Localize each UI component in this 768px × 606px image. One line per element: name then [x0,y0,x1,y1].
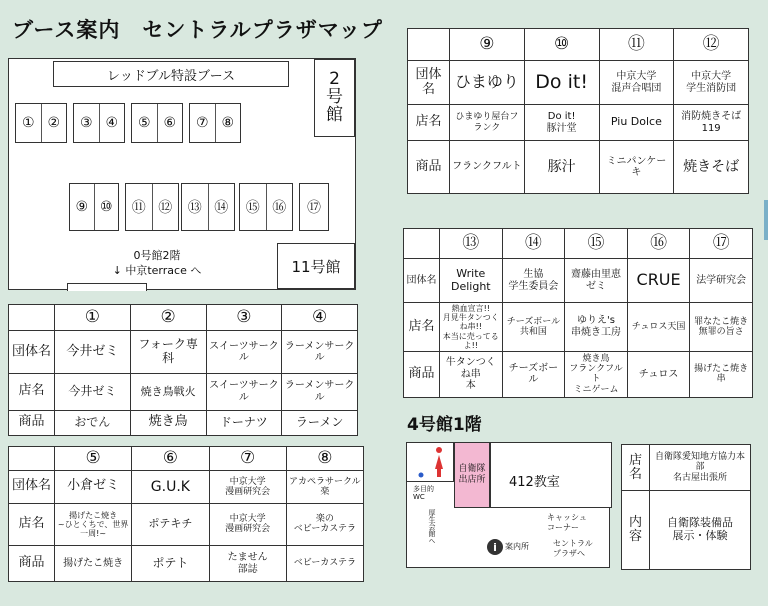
row-label-shop: 店名 [9,503,55,545]
terrace-note [67,249,247,279]
product-name: フランクフルト [450,141,525,194]
group-name: 中京大学 学生消防団 [674,61,749,105]
shop-name: 中京大学 漫画研究会 [209,503,286,545]
group-name: 中京大学 混声合唱団 [599,61,674,105]
shop-name: 焼き鳥戦火 [130,374,206,411]
group-name: 小倉ゼミ [55,471,132,504]
product-name: ポテト [132,546,209,582]
note-line-2: ↓ 中京terrace へ [112,263,202,277]
page-title: ブース案内 セントラルプラザマップ [12,18,383,42]
booth-number: ⑥ [132,447,209,471]
booth-number: ① [55,305,131,331]
booth-number: ⑬ [440,229,503,259]
product-name: 揚げたこ焼き串 [690,351,753,397]
product-name: 豚汁 [524,141,599,194]
row-label-group: 団体名 [9,471,55,504]
shop-name: 今井ゼミ [55,374,131,411]
booth-table-5-8 [8,446,364,582]
group-name: G.U.K [132,471,209,504]
sdf-content: 自衛隊装備品 展示・体験 [650,491,751,570]
product-name: 牛タンつくね串 本 [440,351,503,397]
booth-number: ⑰ [690,229,753,259]
shop-name: Piu Dolce [599,105,674,141]
cashier-corner: キャッシュ コーナー [547,513,587,532]
floor-map-title: 4号館1階 [407,415,482,435]
booth-block-9-10 [69,183,119,231]
booth-number: ⑦ [209,447,286,471]
booth-number: ⑩ [524,29,599,61]
side-exit-label: 厚生会館へ [428,509,436,544]
product-name: ベビーカステラ [286,546,363,582]
group-name: ラーメンサークル [282,331,358,374]
row-label-shop: 店名 [9,374,55,411]
group-name: Write Delight [440,259,503,303]
building-2: 2 号 館 [314,59,355,137]
edge-strip [764,200,768,240]
booth-block-13-14 [181,183,235,231]
booth-number: ⑧ [221,115,235,131]
group-name: Do it! [524,61,599,105]
group-name: 今井ゼミ [55,331,131,374]
shop-name: ゆりえ's 串焼き工房 [565,303,628,352]
group-name: 法学研究会 [690,259,753,303]
booth-number: ⑨ [450,29,525,61]
booth-number: ③ [74,104,100,142]
product-name: 揚げたこ焼き [55,546,132,582]
booth-number: ⑧ [286,447,363,471]
booth-number: ④ [105,115,119,131]
product-name: おでん [55,410,131,435]
shop-name: スイーツサークル [206,374,282,411]
group-name: ひまゆり [450,61,525,105]
product-name: たません 部誌 [209,546,286,582]
booth-table-9-12 [407,28,749,194]
shop-name: 罪なたこ焼き 無罪の旨さ [690,303,753,352]
booth-number: ⑰ [307,200,321,216]
multipurpose-wc: 多目的 WC [413,485,434,502]
shop-name: ラーメンサークル [282,374,358,411]
restroom-icon [407,443,453,481]
booth-number: ⑭ [214,200,229,216]
booth-number: ⑫ [674,29,749,61]
row-label-group: 団体名 [404,259,440,303]
row-label-shop: 店名 [408,105,450,141]
booth-number: ⑥ [163,115,177,131]
booth-map [8,58,356,290]
product-name: チュロス [627,351,690,397]
product-name: ミニパンケーキ [599,141,674,194]
booth-number: ⑮ [565,229,628,259]
booth-number: ① [16,104,42,142]
group-name: 生協 学生委員会 [502,259,565,303]
booth-table-13-17 [403,228,753,398]
booth-block-5-6 [131,103,183,143]
row-label-product: 商品 [9,546,55,582]
room-412 [490,442,612,508]
shop-name: 楽の ベビーカステラ [286,503,363,545]
redbull-booth: レッドブル特設ブース [53,61,289,87]
group-name: 中京大学 漫画研究会 [209,471,286,504]
row-label-shop: 店名 [404,303,440,352]
booth-block-17 [299,183,329,231]
corner-cell [404,229,440,259]
group-name: スイーツサークル [206,331,282,374]
corner-cell [9,447,55,471]
booth-number: ② [47,115,61,131]
sdf-info-table [621,444,751,570]
label-content: 内 容 [622,491,650,570]
booth-number: ⑬ [182,184,209,230]
row-label-group: 団体名 [408,61,450,105]
product-name: ドーナツ [206,410,282,435]
corner-cell [408,29,450,61]
product-name: 焼き鳥 [130,410,206,435]
booth-number: ⑦ [190,104,216,142]
product-name: 焼き鳥 フランクフルト ミニゲーム [565,351,628,397]
restroom-area [406,442,454,482]
booth-block-3-4 [73,103,125,143]
booth-number: ③ [206,305,282,331]
booth-number: ⑤ [55,447,132,471]
info-desk-label: 案内所 [505,542,529,551]
row-label-product: 商品 [9,410,55,435]
shop-name: Do it! 豚汁堂 [524,105,599,141]
booth-number: ⑨ [70,184,95,230]
shop-name: チーズボール 共和国 [502,303,565,352]
booth-table-1-4 [8,304,358,436]
central-plaza-exit: セントラル プラザへ [553,539,593,558]
booth-block-7-8 [189,103,241,143]
booth-number: ⑪ [599,29,674,61]
booth-number: ⑯ [627,229,690,259]
booth-number: ⑯ [272,200,287,216]
booth-number: ⑩ [99,199,113,215]
booth-number: ⑭ [502,229,565,259]
shop-name: ひまゆり屋台フランク [450,105,525,141]
corner-cell [9,305,55,331]
group-name: フォーク専科 [130,331,206,374]
building-11: 11号館 [277,243,355,289]
info-icon: i [487,539,503,555]
label-store: 店 名 [622,445,650,491]
row-label-group: 団体名 [9,331,55,374]
sdf-store: 自衛隊愛知地方協力本部 名古屋出張所 [650,445,751,491]
terrace-entrance [67,283,147,291]
row-label-product: 商品 [404,351,440,397]
note-line-1: 0号館2階 [133,249,181,262]
booth-number: ⑪ [126,184,153,230]
booth-number: ④ [282,305,358,331]
shop-name: 揚げたこ焼き ~ひとくちで、世界一周!~ [55,503,132,545]
booth-block-11-12 [125,183,179,231]
booth-number: ⑤ [132,104,158,142]
shop-name: チュロス天国 [627,303,690,352]
booth-number: ② [130,305,206,331]
booth-number: ⑫ [158,200,173,216]
group-name: アカペラサークル 楽 [286,471,363,504]
shop-name: ポテキチ [132,503,209,545]
booth-block-1-2 [15,103,67,143]
shop-name: 消防焼きそば 119 [674,105,749,141]
group-name: CRUE [627,259,690,303]
booth-block-15-16 [239,183,293,231]
room-412-label: 412教室 [509,475,560,490]
product-name: ラーメン [282,410,358,435]
group-name: 齋藤由里恵 ゼミ [565,259,628,303]
row-label-product: 商品 [408,141,450,194]
sdf-stall: 自衛隊 出店所 [454,442,490,508]
product-name: 焼きそば [674,141,749,194]
shop-name: 熱血宣言!! 月見牛タンつくね串!! 本当に売ってるよ!! [440,303,503,352]
booth-number: ⑮ [240,184,267,230]
product-name: チーズボール [502,351,565,397]
floor-map [406,442,610,568]
